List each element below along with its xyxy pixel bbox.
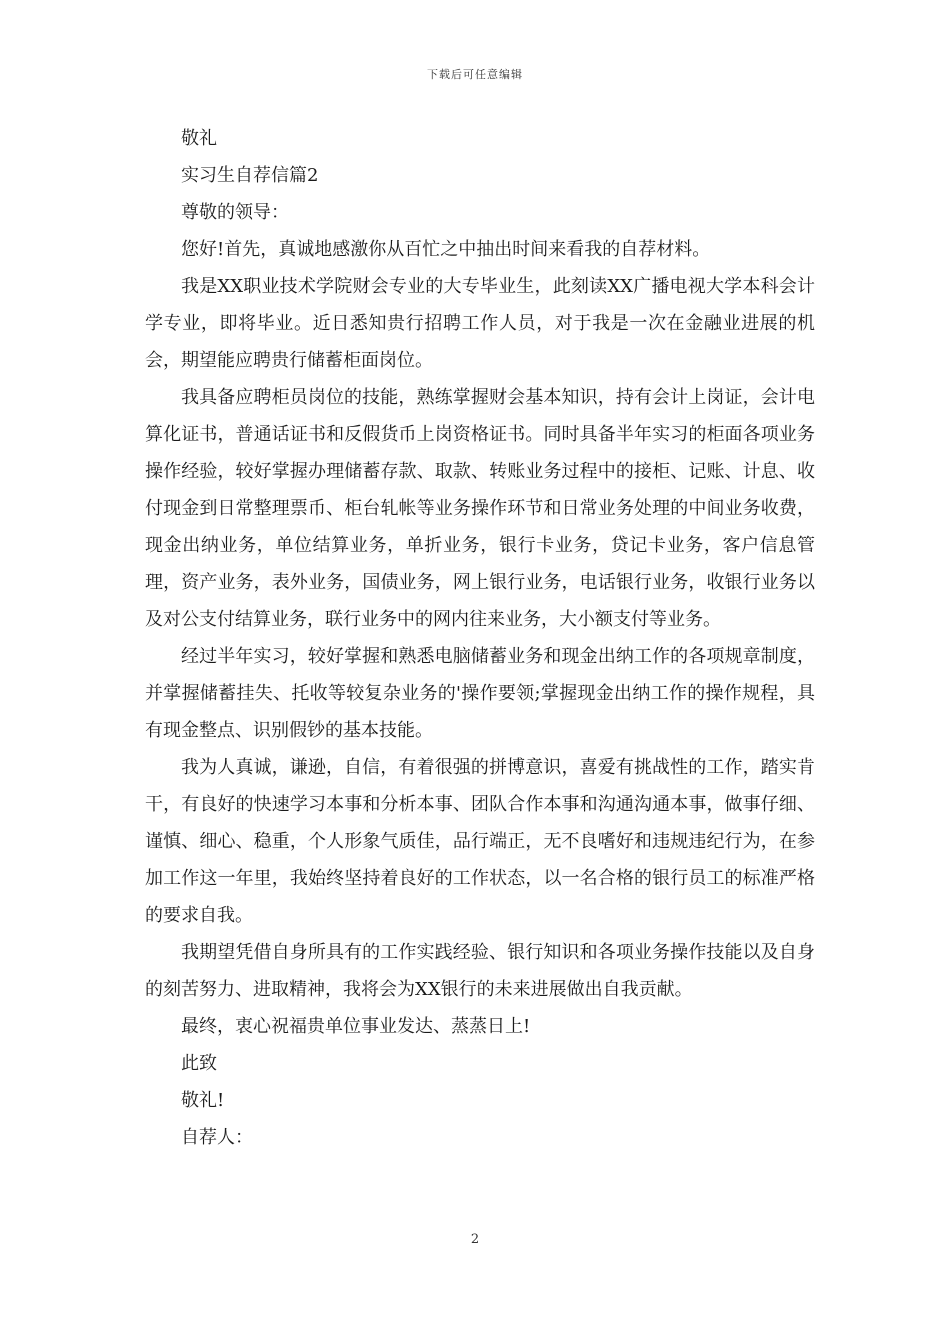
closing-jingli: 敬礼! [181, 1090, 225, 1111]
page-header: 下载后可任意编辑 [427, 68, 523, 81]
closing-salutation: 敬礼 [181, 128, 217, 149]
paragraph-intro: 您好!首先，真诚地感激你从百忙之中抽出时间来看我的自荐材料。 [181, 239, 711, 260]
paragraph-expectation: 我期望凭借自身所具有的工作实践经验、银行知识和各项业务操作技能以及自身的刻苦努力、进取精神，我将会为XX银行的未来进展做出自我贡献。 [145, 942, 815, 1000]
paragraph-skills: 我具备应聘柜员岗位的技能，熟练掌握财会基本知识，持有会计上岗证，会计电算化证书，普通话证书和反假货币上岗资格证书。同时具备半年实习的柜面各项业务操作经验，较好掌握办理储蓄存款、取款、转账业务过程中的接柜、记账、计息、收付现金到日常整理票币、柜台轧帐等业务操作环节和日常业务处理的中间业务收费，现金出纳业务，单位结算业务，单折业务，银行卡业务，贷记卡业务，客户信息管理，资产业务，表外业务，国债业务，网上银行业务，电话银行业务，收银行业务以及对公支付结算业务，联行业务中的网内往来业务，大小额支付等业务。 [145, 387, 815, 630]
signature-label: 自荐人： [181, 1127, 253, 1148]
page-number: 2 [470, 1232, 480, 1247]
section-title: 实习生自荐信篇2 [181, 165, 319, 186]
greeting: 尊敬的领导： [181, 202, 289, 223]
closing-zhizhi: 此致 [181, 1053, 217, 1074]
paragraph-personality: 我为人真诚，谦逊，自信，有着很强的拼博意识，喜爱有挑战性的工作，踏实肯干，有良好的快速学习本事和分析本事、团队合作本事和沟通沟通本事，做事仔细、谨慎、细心、稳重，个人形象气质佳，品行端正，无不良嗜好和违规违纪行为，在参加工作这一年里，我始终坚持着良好的工作状态，以一名合格的银行员工的标准严格的要求自我。 [145, 757, 815, 926]
paragraph-background: 我是XX职业技术学院财会专业的大专毕业生，此刻读XX广播电视大学本科会计学专业，即将毕业。近日悉知贵行招聘工作人员，对于我是一次在金融业进展的机会，期望能应聘贵行储蓄柜面岗位。 [145, 276, 815, 371]
document-body [145, 120, 815, 1156]
paragraph-internship: 经过半年实习，较好掌握和熟悉电脑储蓄业务和现金出纳工作的各项规章制度，并掌握储蓄挂失、托收等较复杂业务的'操作要领;掌握现金出纳工作的操作规程，具有现金整点、识别假钞的基本技能。 [145, 646, 815, 741]
paragraph-wishes: 最终，衷心祝福贵单位事业发达、蒸蒸日上! [181, 1016, 531, 1037]
